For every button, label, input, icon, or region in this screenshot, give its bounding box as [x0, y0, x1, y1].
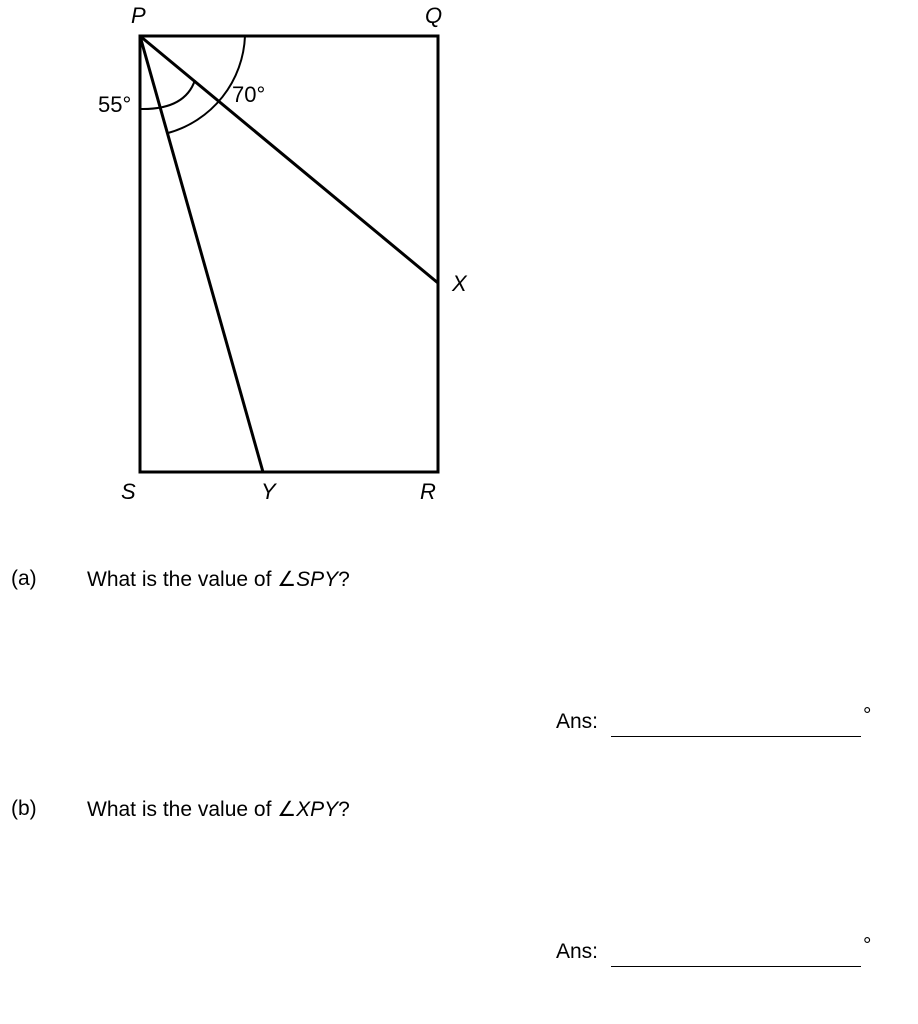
point-label-s: S [121, 479, 136, 504]
answer-label: Ans: [556, 710, 599, 733]
question-text [87, 797, 350, 822]
question-text-after: ? [338, 568, 350, 591]
angle-name: XPY [296, 798, 339, 821]
point-label-x: X [452, 271, 467, 296]
point-label-r: R [420, 479, 436, 504]
question-number: (b) [11, 797, 37, 820]
question-text [87, 567, 350, 592]
degree-unit: ° [863, 934, 872, 957]
question-text-after: ? [338, 798, 350, 821]
rectangle-pqrs [140, 36, 438, 472]
answer-blank[interactable] [611, 966, 861, 967]
line-px [140, 36, 438, 283]
angle-label-55: 55° [98, 92, 132, 117]
degree-unit: ° [863, 704, 872, 727]
angle-label-70: 70° [232, 82, 266, 107]
answer-blank[interactable] [611, 736, 861, 737]
answer-label: Ans: [556, 940, 599, 963]
angle-arc-55 [140, 80, 195, 109]
question-text-before: What is the value of ∠ [87, 568, 297, 591]
question-text-before: What is the value of ∠ [87, 798, 297, 821]
point-label-y: Y [261, 479, 276, 504]
point-label-q: Q [425, 3, 443, 28]
angle-name: SPY [296, 568, 339, 591]
point-label-p: P [131, 3, 146, 28]
question-number: (a) [11, 567, 37, 590]
